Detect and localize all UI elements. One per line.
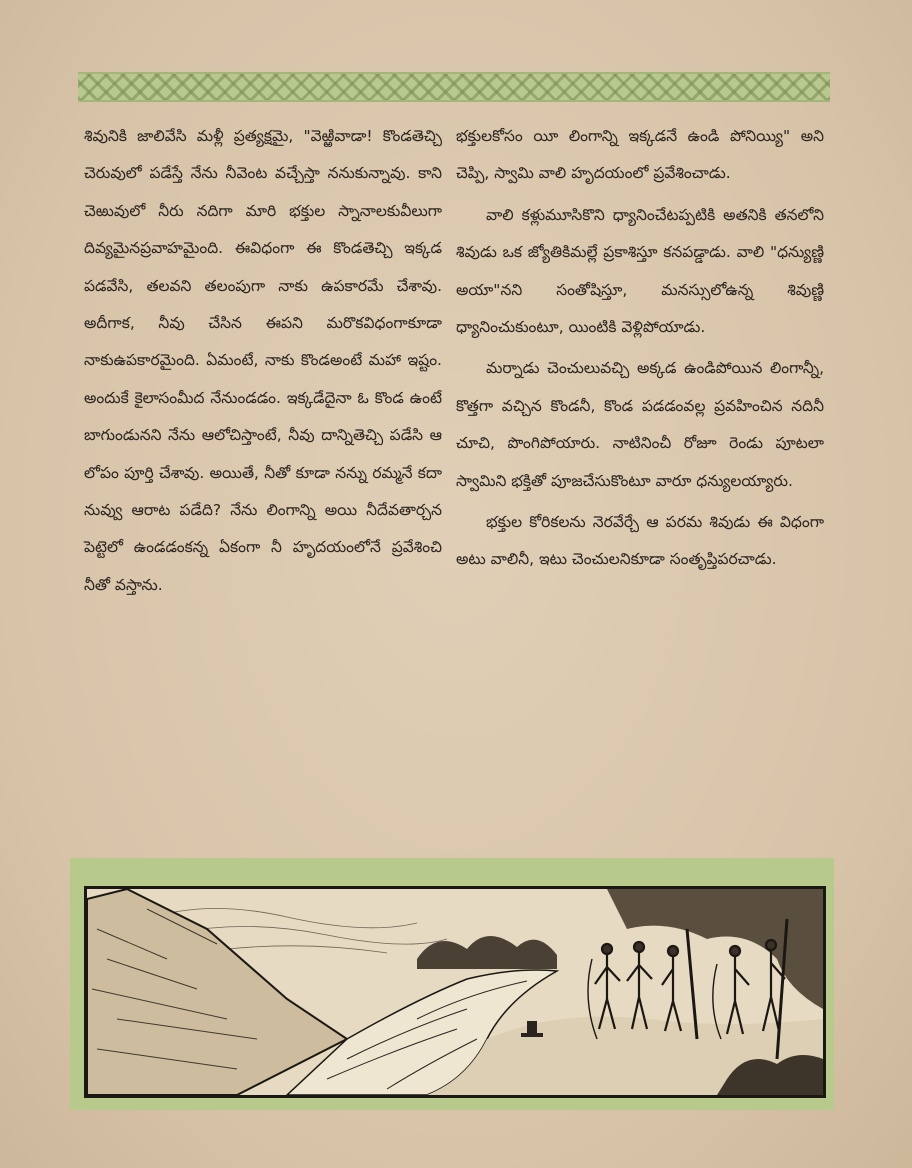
right-paragraph-1: భక్తులకోసం యీ లింగాన్ని ఇక్కడనే ఉండి పోనియ్యి" అని చెప్పి, స్వామి వాలి హృదయంలో ప్రవేశించాడు. xyxy=(456,127,824,183)
border-pattern xyxy=(78,74,830,100)
decorative-border-strip xyxy=(78,72,830,102)
right-paragraph-3: మర్నాడు చెంచులువచ్చి అక్కడ ఉండిపోయిన లింగాన్నీ, కొత్తగా వచ్చిన కొండనీ, కొండ పడడంవల్ల ప్రవహించిన నదినీ చూచి, పొంగిపోయారు. నాటినించీ రోజూ రెండు పూటలా స్వామిని భక్తితో పూజచేసుకొంటూ వారూ ధన్యులయ్యారు. xyxy=(456,359,824,490)
right-paragraph-4: భక్తుల కోరికలను నెరవేర్చే ఆ పరమ శివుడు ఈ విధంగా అటు వాలినీ, ఇటు చెంచులనికూడా సంతృప్తిపరచాడు. xyxy=(456,513,824,569)
illustration-drawing xyxy=(87,889,823,1095)
illustration-frame xyxy=(70,858,834,1110)
illustration xyxy=(84,886,826,1098)
left-paragraph-1: శివునికి జాలివేసి మళ్లీ ప్రత్యక్షమై, "వెఱ్ఱివాడా! కొండతెచ్చి చెరువులో పడేస్తే నేను నీవెంట వచ్చేస్తా ననుకున్నావు. కాని చెఱువులో నీరు నదిగా మారి భక్తుల స్నానాలకువీలుగా దివ్యమైనప్రవాహమైంది. ఈవిధంగా ఈ కొండతెచ్చి ఇక్కడ పడవేసి, తలవని తలంపుగా నాకు ఉపకారమే చేశావు. అదీగాక, నీవు చేసిన ఈపని మరొకవిధంగాకూడా నాకుఉపకారమైంది. ఏమంటే, నాకు కొండఅంటే మహా ఇష్టం. అందుకే కైలాసంమీద నేనుండడం. ఇక్కడేదైనా ఓ కొండ ఉంటే బాగుండునని నేను ఆలోచిస్తాంటే, నీవు దాన్నితెచ్చి పడేసి ఆ లోపం పూర్తి చేశావు. అయితే, నీతో కూడా నన్ను రమ్మనే కదా నువ్వు ఆరాట పడేది? నేను లింగాన్ని అయి నీదేవతార్చన పెట్టెలో ఉండడంకన్న ఏకంగా నీ హృదయంలోనే ప్రవేశించి నీతో వస్తాను. xyxy=(84,127,442,594)
left-column xyxy=(84,118,442,604)
right-paragraph-2: వాలి కళ్లుమూసికొని ధ్యానించేటప్పటికి అతనికి తనలోని శివుడు ఒక జ్యోతికిమల్లే ప్రకాశిస్తూ కనపడ్డాడు. వాలి "ధన్యుణ్ణి అయా"నని సంతోషిస్తూ, మనస్సులోఉన్న శివుణ్ణి ధ్యానించుకుంటూ, యింటికి వెళ్లిపోయాడు. xyxy=(456,205,824,337)
right-column xyxy=(456,118,824,579)
